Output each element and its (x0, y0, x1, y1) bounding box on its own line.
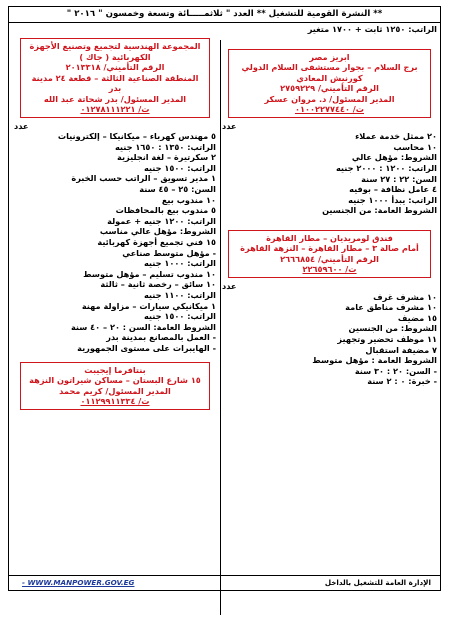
job-line: الشروط: مؤهل عالي (351, 152, 437, 163)
job-list (222, 131, 437, 216)
job-line: الراتب: ١٥٠٠ جنيه (143, 162, 216, 173)
job-line: ١٠ محاسب (393, 141, 437, 152)
company-manager: المدير المسئول/ كريم محمد (59, 385, 171, 396)
job-line: الشروط العامة: من الجنسين (322, 205, 437, 216)
company-address: أمام صالة ٣ – مطار القاهرة – النزهة القاهرة (240, 243, 419, 254)
company-phone: ت/ ٠١١٢٩٩١١٣٣٤ (80, 396, 150, 407)
company-address: ١٥ شارع البستان – مساكن شيراتون النزهة (29, 375, 201, 386)
company-manager: المدير المسئول/ بدر شحاتة عبد الله (43, 93, 187, 104)
company-name: فندق لومريديان – مطار القاهرة (266, 232, 393, 243)
job-line: ١٠ سائق – رخصة ثانية – ثالثة (100, 279, 216, 290)
job-line: الراتب: ١١٠٠ جنيه (143, 290, 216, 300)
job-line: ٢٠ ممثل خدمة عملاء (355, 131, 437, 142)
bulletin-header: ** النشرة القومية للتشغيل ** العدد " ثلاثمـــــائة وتسعة وخمسون " ٢٠١٦ " (8, 6, 441, 23)
job-line: - السن: ٢٠ : ٣٠ سنة (354, 365, 437, 376)
job-line: ٥ مندوب بيع بالمحافظات (115, 205, 216, 216)
job-line: الراتب: يبدأ ١٠٠٠ جنيه (348, 194, 437, 205)
job-line: الشروط: مؤهل عالي مناسب (99, 226, 216, 237)
job-line: ١٥ فني تجميع أجهزة كهربائية (97, 237, 216, 248)
count-label: عدد (14, 120, 29, 131)
company-phone: ت/ ٠١٢٧٨١١١٢٢١ (80, 104, 150, 114)
company-name: ابريز مصر (309, 51, 350, 62)
company-ad-lemeridien (228, 230, 431, 278)
job-line: ٢ سكرتيرة – لغة انجليزية (116, 152, 216, 163)
job-list (222, 292, 437, 387)
job-line: الراتب: ١٠٠٠ جنيه (143, 258, 216, 269)
job-line: الشروط العامة : مؤهل متوسط (312, 355, 437, 366)
job-line: ١٠ مندوب بيع (161, 194, 216, 205)
job-line: الراتب: ١٢٠٠ جنيه + عمولة (107, 215, 216, 226)
company-ad-pentapharma (20, 362, 210, 410)
company-manager: المدير المسئول/ د. مروان عسكر (264, 93, 395, 104)
company-ad-jac (20, 38, 210, 118)
salary-line: الراتب: ١٢٥٠ ثابت + ١٧٠٠ متغير (307, 24, 437, 34)
job-line: الشروط: من الجنسين (348, 323, 437, 334)
job-line: ٤ عامل نظافة – بوفيه (349, 184, 437, 195)
insurance-number: الرقم التأميني/ ٢٠١٣٣١٨ (65, 62, 165, 72)
job-line: ٧ مضيفة استقبال (365, 344, 437, 355)
company-name: المجموعة الهندسية لتجميع وتصنيع الأجهزة الكهربائية ( جاك ) (29, 41, 201, 62)
left-column (14, 24, 216, 413)
job-line: - مؤهل متوسط صناعي (122, 247, 216, 258)
page-footer (8, 575, 441, 590)
count-label: عدد (222, 120, 237, 131)
job-line: ١٥ مضيف (397, 312, 437, 323)
job-line: السن: ٢٥ – ٤٥ سنة (139, 184, 216, 195)
insurance-number: الرقم التأميني/ ٢٦٦٦٨٥٤ (280, 253, 379, 264)
company-address: برج السلام – بجوار مستشفى السلام الدولي كورنيش المعادي (241, 62, 418, 83)
job-line: الراتب: ١٣٥٠ : ١٦٥٠ جنيه (114, 141, 216, 152)
column-divider (220, 40, 221, 615)
job-line: ١ ميكانيكي سيارات – مزاولة مهنة (81, 300, 216, 311)
insurance-number: الرقم التأميني/ ٢٧٥٩٢٢٩ (280, 83, 379, 94)
job-line: - الهايبرات على مستوى الجمهورية (77, 342, 216, 353)
job-line: ١ مدير تسويق – الراتب حسب الخبرة (71, 173, 216, 184)
job-line: ١٠ مشرف غرف (373, 291, 437, 302)
department-name: الإدارة العامة للتشغيل بالداخل (324, 578, 431, 587)
job-line: السن: ٢٢ : ٢٧ سنة (361, 173, 437, 184)
count-label: عدد (222, 280, 237, 291)
right-column (222, 24, 437, 387)
job-line: الشروط العامة: السن : ٢٠ – ٤٠ سنة (70, 321, 216, 332)
job-line: الراتب: ١٥٠٠ جنيه (143, 311, 216, 322)
job-line: ١٠ مشرف مناطق عامة (345, 302, 437, 313)
job-line: - العمل بالمصانع بمدينة بدر (106, 332, 216, 343)
job-line: ١١ موظف تحضير وتجهيز (337, 333, 437, 344)
job-line: ١٠ مندوب تسليم – مؤهل متوسط (83, 268, 216, 279)
job-list (14, 131, 216, 353)
company-phone: ت/ ٠١٠٠٢٢٧٧٤٤٠ (294, 104, 365, 115)
job-line: - خبرة: ٠ : ٢ سنة (367, 376, 437, 387)
company-name: بنتافرما إيجيبت (84, 364, 146, 375)
job-line: الراتب: ١٢٠٠ : ٢٠٠٠ جنيه (335, 162, 437, 173)
job-line: ٥ مهندس كهرباء – ميكانيكا – إلكترونيات (57, 131, 216, 142)
company-address: المنطقة الصناعية الثالثة – قطعة ٢٤ مدينة بدر (31, 72, 199, 93)
website-link[interactable]: - WWW.MANPOWER.GOV.EG (22, 578, 135, 587)
company-phone: ت/ ٢٢٦٥٩٦٠٠ (302, 264, 357, 275)
company-ad-ebriz (228, 49, 431, 118)
